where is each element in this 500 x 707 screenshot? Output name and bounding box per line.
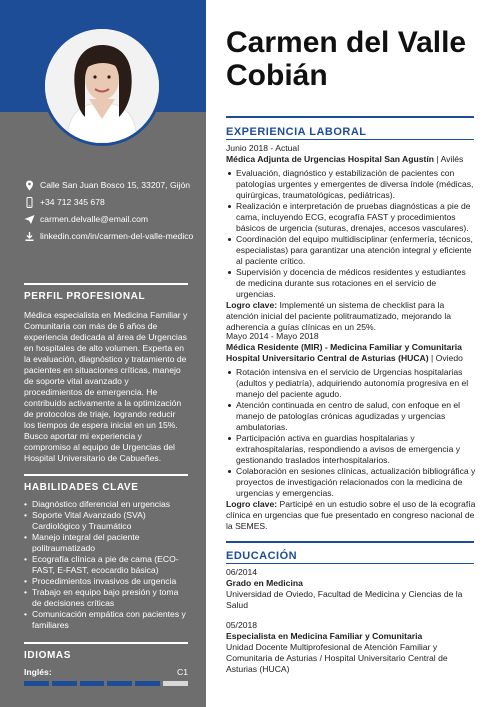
list-item: • Procedimientos invasivos de urgencia: [24, 576, 188, 587]
education-item-1: [226, 567, 476, 611]
email-icon: [24, 214, 35, 225]
education-item-2: [226, 620, 476, 675]
phone-text[interactable]: +34 712 345 678: [40, 197, 105, 207]
list-item: Rotación intensiva en el servicio de Urgencias hospitalarias (adultos y pediatría), adquiriendo autonomía progresiva en el manejo del paciente agudo.: [226, 367, 476, 400]
language-level-segment: [52, 681, 77, 686]
list-item: Realización e interpretación de pruebas diagnósticas a pie de cama, incluyendo ECG, ecografía FAST y procedimientos básicos de urgencia (suturas, drenajes, accesos vasculares).: [226, 201, 476, 234]
list-item: Atención continuada en centro de salud, con enfoque en el manejo de patologías crónicas agudizadas y urgencias ambulatorias.: [226, 400, 476, 433]
address-text: Calle San Juan Bosco 15, 33207, Gijón: [40, 180, 191, 190]
job-role: Médica Residente (MIR) - Medicina Familiar y Comunitaria Hospital Universitario Central de Asturias (HUCA): [226, 342, 462, 363]
job-1: [226, 143, 476, 333]
skills-section: [24, 474, 188, 631]
contact-linkedin: [24, 231, 196, 242]
job-location: | Oviedo: [428, 353, 463, 363]
languages-section: [24, 642, 188, 686]
language-level-bar: [24, 681, 188, 686]
education-heading-line: [226, 563, 474, 564]
list-item: • Ecografía clínica a pie de cama (ECO-FAST, E-FAST, ecocardio básica): [24, 554, 188, 576]
list-item: • Diagnóstico diferencial en urgencias: [24, 499, 188, 510]
phone-icon: [24, 197, 35, 208]
education-rule: [226, 541, 474, 543]
profile-photo: [42, 26, 162, 146]
skills-heading: HABILIDADES CLAVE: [24, 474, 188, 493]
language-level-segment: [24, 681, 49, 686]
profile-heading: PERFIL PROFESIONAL: [24, 283, 188, 302]
list-item: Colaboración en sesiones clínicas, actualización bibliográfica y proyectos de investigación relacionados con la medicina de urgencias y emergencias.: [226, 466, 476, 499]
job-location: | Avilés: [434, 154, 464, 164]
email-text[interactable]: carmen.delvalle@email.com: [40, 214, 149, 224]
education-date: 06/2014: [226, 567, 258, 577]
languages-heading: IDIOMAS: [24, 642, 188, 661]
language-name: Inglés:: [24, 667, 52, 677]
job-bullets: [226, 367, 476, 499]
linkedin-icon: [24, 231, 35, 242]
key-text: Implementé un sistema de checklist para la atención inicial del paciente politraumatizado, mejorando la adherencia a guías clínicas en un 25%.: [226, 300, 452, 332]
language-level-segment: [107, 681, 132, 686]
education-institution: Universidad de Oviedo, Facultad de Medicina y Ciencias de la Salud: [226, 589, 463, 610]
language-level: C1: [177, 667, 188, 677]
list-item: Participación activa en guardias hospitalarias y extrahospitalarias, respondiendo a avisos de emergencia y gestionando traslados interhospitalarios.: [226, 433, 476, 466]
sidebar: [0, 0, 206, 707]
profile-section: [24, 283, 188, 464]
list-item: • Soporte Vital Avanzado (SVA) Cardiológico y Traumático: [24, 510, 188, 532]
job-key-achievement: [226, 300, 476, 333]
education-date: 05/2018: [226, 620, 258, 630]
education-heading: EDUCACIÓN: [226, 550, 298, 562]
job-key-achievement: [226, 499, 476, 532]
contact-phone: [24, 197, 196, 208]
experience-heading: EXPERIENCIA LABORAL: [226, 126, 367, 138]
language-level-segment: [135, 681, 160, 686]
job-bullets: [226, 168, 476, 300]
list-item: • Trabajo en equipo bajo presión y toma de decisiones críticas: [24, 587, 188, 609]
education-title: Grado en Medicina: [226, 578, 303, 588]
linkedin-text[interactable]: linkedin.com/in/carmen-del-valle-medico: [40, 231, 194, 241]
key-label: Logro clave:: [226, 499, 278, 509]
language-level-segment: [163, 681, 188, 686]
language-row: [24, 667, 188, 677]
key-label: Logro clave:: [226, 300, 278, 310]
experience-heading-line: [226, 139, 474, 140]
profile-text: Médica especialista en Medicina Familiar y Comunitaria con más de 6 años de experiencia dedicada al área de Urgencias en hospitales de alto volumen. Experta en la evaluación, diagnóstico y tratamiento de pacientes en situaciones críticas, manejo de soporte vital avanzado y procedimientos de emergencia. He contribuido activamente a la optimización de protocolos de triaje, logrando reducir los tiempos de espera inicial en un 15%. Busco aportar mi experiencia y compromiso al equipo de Urgencias del Hospital Universitario de Cabueñes.: [24, 310, 188, 463]
list-item: Coordinación del equipo multidisciplinar (enfermería, técnicos, especialistas) para garantizar una atención integral y eficiente al paciente crítico.: [226, 234, 476, 267]
list-item: Evaluación, diagnóstico y estabilización de pacientes con patologías urgentes y emergentes de diversa índole (médicas, quirúrgicas, traumatológicas, pediátricas).: [226, 168, 476, 201]
header-rule: [226, 116, 474, 118]
job-2: [226, 331, 476, 532]
contact-address: [24, 180, 196, 191]
key-text: Participé en un estudio sobre el uso de la ecografía clínica en urgencias que fue presentado en congreso nacional de la SEMES.: [226, 499, 476, 531]
skills-list: [24, 499, 188, 631]
job-dates: Mayo 2014 - Mayo 2018: [226, 331, 319, 341]
list-item: • Comunicación empática con pacientes y familiares: [24, 609, 188, 631]
contact-email: [24, 214, 196, 225]
location-icon: [24, 180, 35, 191]
language-level-segment: [80, 681, 105, 686]
job-role: Médica Adjunta de Urgencias Hospital San Agustín: [226, 154, 435, 164]
candidate-name: Carmen del Valle Cobián: [226, 26, 467, 92]
list-item: • Manejo integral del paciente politraumatizado: [24, 532, 188, 554]
education-institution: Unidad Docente Multiprofesional de Atención Familiar y Comunitaria de Asturias / Hospital Universitario Central de Asturias (HUCA): [226, 642, 448, 674]
list-item: Supervisión y docencia de médicos residentes y estudiantes de medicina durante sus rotaciones en el servicio de urgencias.: [226, 267, 476, 300]
job-dates: Junio 2018 - Actual: [226, 143, 300, 153]
education-title: Especialista en Medicina Familiar y Comunitaria: [226, 631, 423, 641]
contact-info: [24, 180, 196, 248]
